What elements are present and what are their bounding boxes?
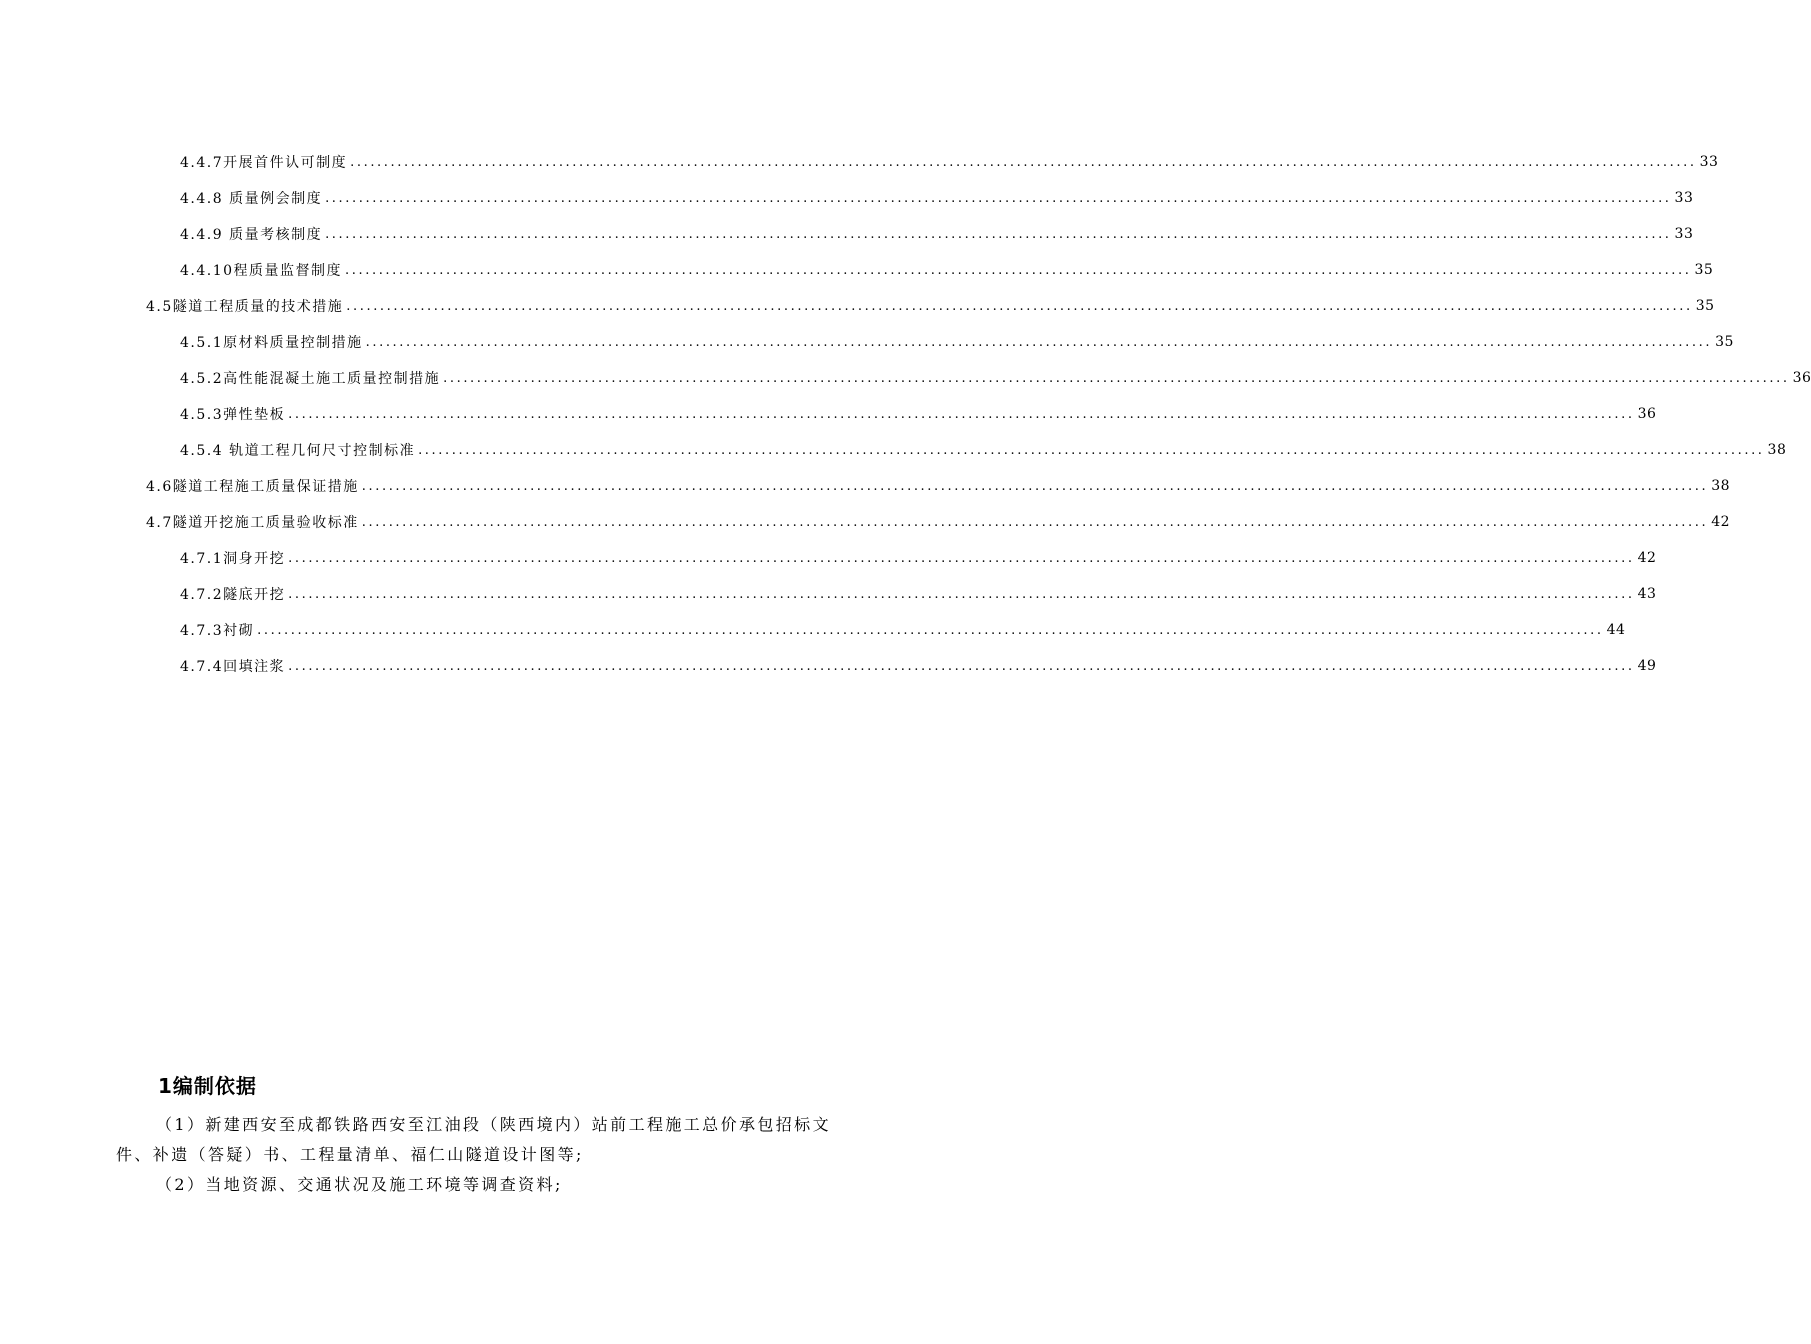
toc-entry-label: 4.6隧道工程施工质量保证措施	[146, 479, 359, 495]
section-heading: 1编制依据	[158, 1074, 257, 1098]
toc-entry-label: 4.4.7开展首件认可制度	[180, 155, 348, 171]
toc-entry[interactable]	[146, 468, 1731, 504]
toc-entry-label: 4.4.8 质量例会制度	[180, 191, 323, 207]
toc-entry-label: 4.5隧道工程质量的技术措施	[146, 299, 344, 315]
toc-entry-page: 49	[1637, 658, 1657, 674]
toc-leader-dots: ........................................................................................................................................................................................................	[361, 514, 1709, 530]
toc-entry[interactable]	[180, 540, 1657, 576]
toc-entry[interactable]	[180, 216, 1694, 252]
toc-entry-label: 4.5.2高性能混凝土施工质量控制措施	[180, 371, 441, 387]
toc-leader-dots: ........................................................................................................................................................................................................	[345, 262, 1692, 278]
toc-leader-dots: ........................................................................................................................................................................................................	[361, 478, 1709, 494]
toc-leader-dots: ........................................................................................................................................................................................................	[288, 586, 1635, 602]
toc-entry-page: 43	[1637, 586, 1657, 602]
toc-leader-dots: ........................................................................................................................................................................................................	[346, 298, 1693, 314]
toc-entry[interactable]	[180, 432, 1787, 468]
toc-entry-label: 4.5.4 轨道工程几何尺寸控制标准	[180, 443, 416, 459]
toc-leader-dots: ........................................................................................................................................................................................................	[350, 154, 1697, 170]
toc-entry-page: 44	[1606, 622, 1626, 638]
toc-leader-dots: ........................................................................................................................................................................................................	[325, 226, 1672, 242]
section-basis	[116, 1066, 836, 1200]
toc-entry[interactable]	[146, 504, 1731, 540]
toc-leader-dots: ........................................................................................................................................................................................................	[288, 658, 1635, 674]
toc-entry[interactable]	[180, 252, 1714, 288]
toc-leader-dots: ........................................................................................................................................................................................................	[288, 406, 1635, 422]
toc-entry-page: 33	[1674, 226, 1694, 242]
toc-entry[interactable]	[180, 612, 1626, 648]
toc-entry-page: 33	[1699, 154, 1719, 170]
toc-entry-page: 33	[1674, 190, 1694, 206]
toc-entry-page: 36	[1792, 370, 1811, 386]
toc-entry-label: 4.7.1洞身开挖	[180, 551, 286, 567]
toc-leader-dots: ........................................................................................................................................................................................................	[288, 550, 1635, 566]
paragraph: （2）当地资源、交通状况及施工环境等调查资料;	[156, 1175, 563, 1194]
toc-entry-page: 38	[1711, 478, 1731, 494]
paragraph: （1）新建西安至成都铁路西安至江油段（陕西境内）站前工程施工总价承包招标文件、补遗（答疑）书、工程量清单、福仁山隧道设计图等;	[116, 1115, 831, 1164]
toc-entry-label: 4.7.3衬砌	[180, 623, 255, 639]
toc-entry[interactable]	[180, 396, 1657, 432]
toc-entry[interactable]	[180, 360, 1811, 396]
toc-entry-page: 42	[1637, 550, 1657, 566]
toc-entry[interactable]	[180, 180, 1694, 216]
toc-entry-page: 35	[1715, 334, 1734, 350]
toc-entry-label: 4.7隧道开挖施工质量验收标准	[146, 515, 359, 531]
toc-entry-label: 4.5.3弹性垫板	[180, 407, 286, 423]
toc-leader-dots: ........................................................................................................................................................................................................	[257, 622, 1604, 638]
toc-entry[interactable]	[180, 144, 1719, 180]
toc-entry[interactable]	[180, 576, 1657, 612]
toc-entry-page: 42	[1711, 514, 1731, 530]
toc-entry[interactable]	[180, 324, 1734, 360]
toc-entry-label: 4.4.9 质量考核制度	[180, 227, 323, 243]
toc-entry-label: 4.7.2隧底开挖	[180, 587, 286, 603]
toc-leader-dots: ........................................................................................................................................................................................................	[418, 442, 1765, 458]
toc-entry[interactable]	[146, 288, 1715, 324]
toc-entry-page: 36	[1637, 406, 1657, 422]
toc-entry-label: 4.7.4回填注浆	[180, 659, 286, 675]
toc-entry-page: 38	[1767, 442, 1787, 458]
toc-leader-dots: ........................................................................................................................................................................................................	[325, 190, 1672, 206]
toc-entry[interactable]	[180, 648, 1657, 684]
toc-entry-label: 4.5.1原材料质量控制措施	[180, 335, 363, 351]
toc-leader-dots: ........................................................................................................................................................................................................	[365, 334, 1713, 350]
toc-leader-dots: ........................................................................................................................................................................................................	[443, 370, 1790, 386]
toc-entry-page: 35	[1695, 298, 1715, 314]
toc-entry-page: 35	[1694, 262, 1714, 278]
toc-entry-label: 4.4.10程质量监督制度	[180, 263, 343, 279]
